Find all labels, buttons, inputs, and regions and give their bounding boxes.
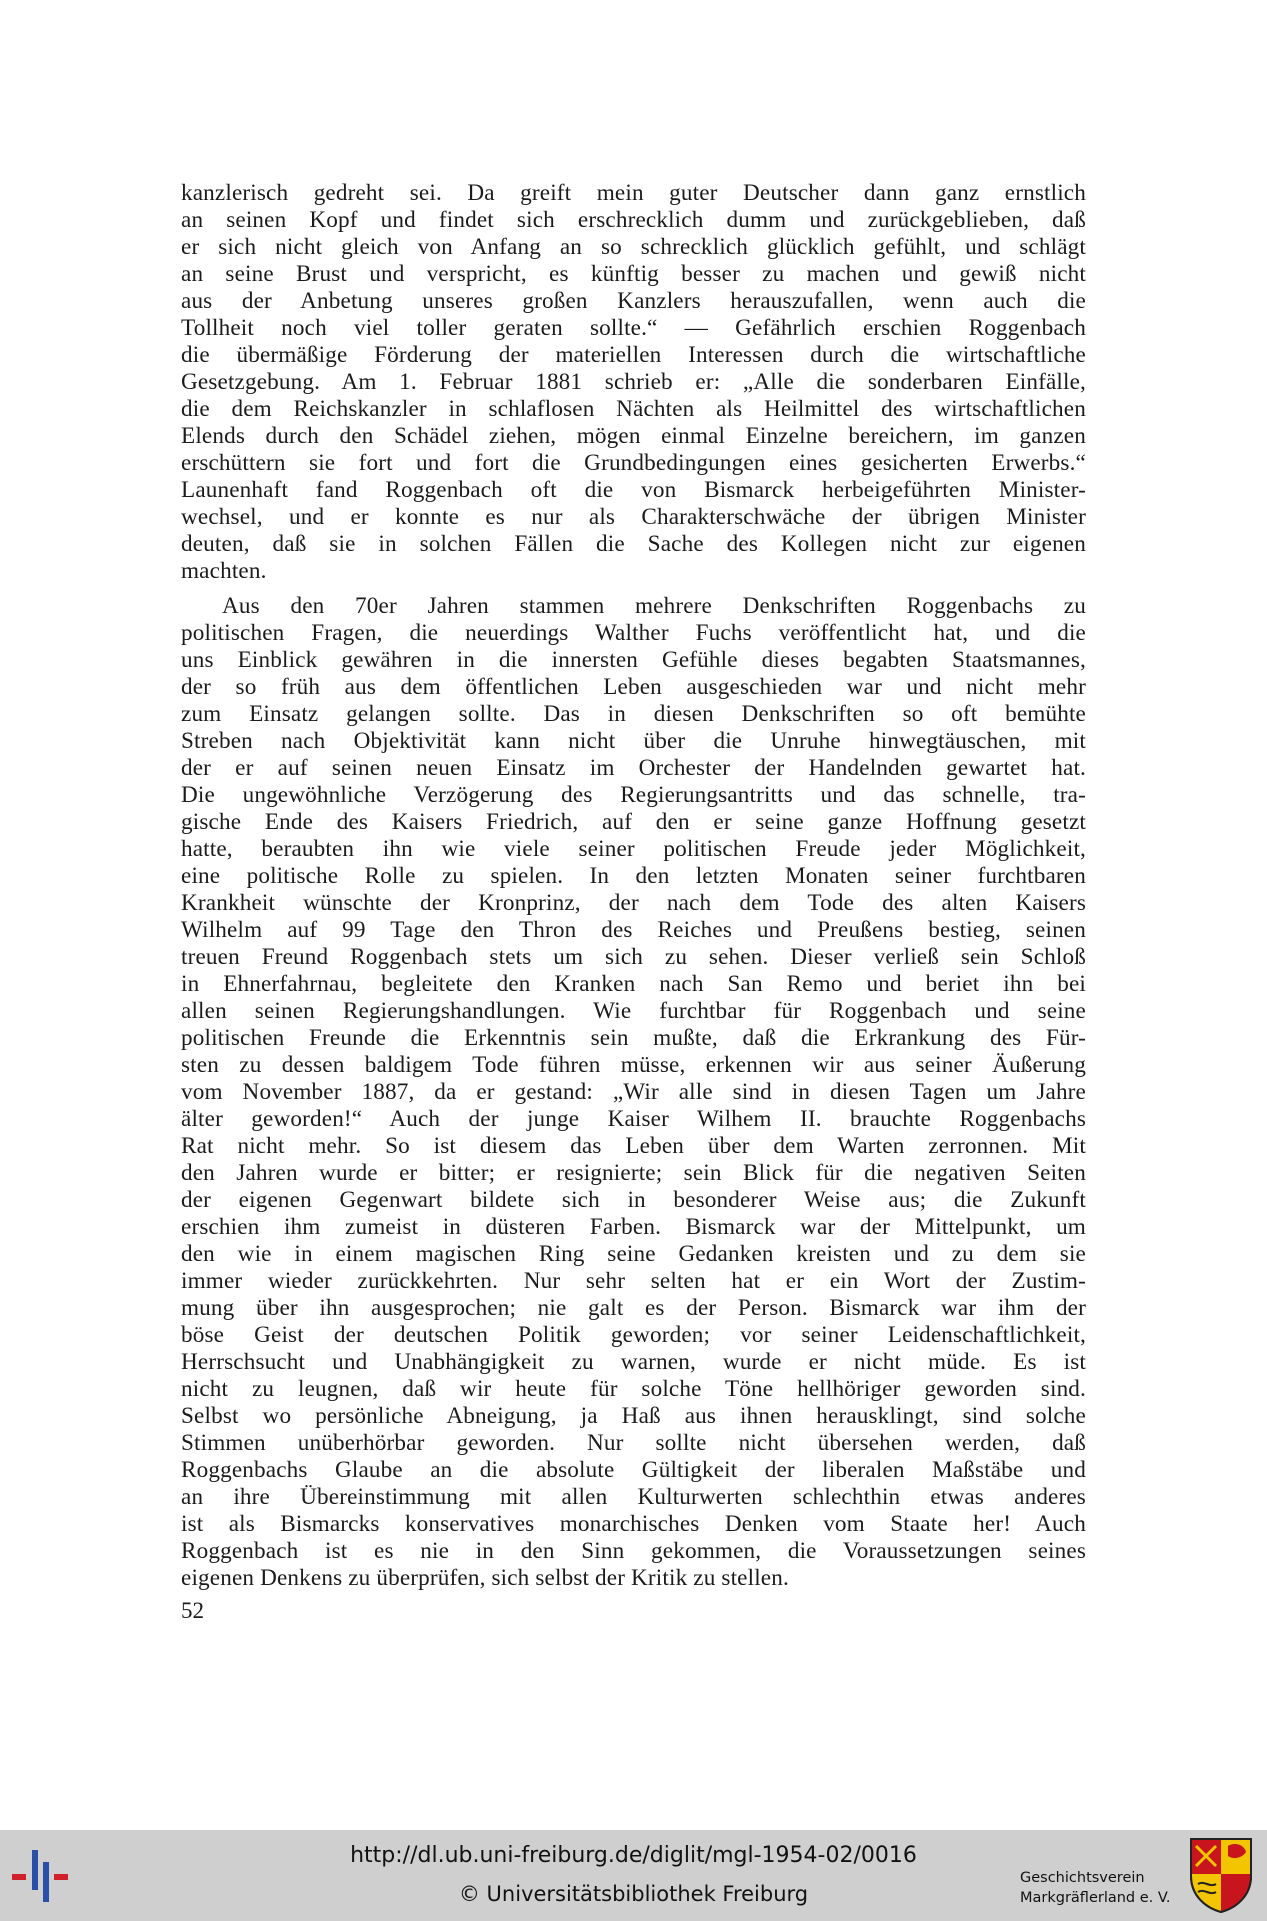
text-line: Die ungewöhnliche Verzögerung des Regierungsantritts und das schnelle, tra- (181, 782, 1086, 808)
text-line: den Jahren wurde er bitter; er resignierte; sein Blick für die negativen Seiten (181, 1160, 1086, 1186)
text-line: machten. (181, 558, 267, 584)
footer-copyright: © Universitätsbibliothek Freiburg (458, 1882, 809, 1906)
text-line: älter geworden!“ Auch der junge Kaiser Wilhem II. brauchte Roggenbachs (181, 1106, 1086, 1132)
coat-of-arms-icon[interactable] (1188, 1836, 1254, 1914)
text-line: in Ehnerfahrnau, begleitete den Kranken nach San Remo und beriet ihn bei (181, 971, 1086, 997)
text-line: der so früh aus dem öffentlichen Leben ausgeschieden war und nicht mehr (181, 674, 1086, 700)
text-line: kanzlerisch gedreht sei. Da greift mein guter Deutscher dann ganz ernstlich (181, 180, 1086, 206)
text-line: Launenhaft fand Roggenbach oft die von Bismarck herbeigeführten Minister- (181, 477, 1086, 503)
text-line: die dem Reichskanzler in schlaflosen Nächten als Heilmittel des wirtschaftlichen (181, 396, 1086, 422)
body-text (181, 180, 1086, 1592)
text-line: Krankheit wünschte der Kronprinz, der nach dem Tode des alten Kaisers (181, 890, 1086, 916)
text-line: Aus den 70er Jahren stammen mehrere Denkschriften Roggenbachs zu (222, 593, 1086, 619)
text-line: Wilhelm auf 99 Tage den Thron des Reiches und Preußens bestieg, seinen (181, 917, 1086, 943)
text-line: immer wieder zurückkehrten. Nur sehr selten hat er ein Wort der Zustim- (181, 1268, 1086, 1294)
text-line: treuen Freund Roggenbach stets um sich zu sehen. Dieser verließ sein Schloß (181, 944, 1086, 970)
text-line: aus der Anbetung unseres großen Kanzlers herauszufallen, wenn auch die (181, 288, 1086, 314)
text-line: er sich nicht gleich von Anfang an so schrecklich glücklich gefühlt, und schlägt (181, 234, 1086, 260)
text-line: den wie in einem magischen Ring seine Gedanken kreisten und zu dem sie (181, 1241, 1086, 1267)
text-line: an seine Brust und verspricht, es künftig besser zu machen und gewiß nicht (181, 261, 1086, 287)
text-line: politischen Freunde die Erkenntnis sein mußte, daß die Erkrankung des Für- (181, 1025, 1086, 1051)
text-line: nicht zu leugnen, daß wir heute für solche Töne hellhöriger geworden sind. (181, 1376, 1086, 1402)
text-line: vom November 1887, da er gestand: „Wir alle sind in diesen Tagen um Jahre (181, 1079, 1086, 1105)
text-line: der eigenen Gegenwart bildete sich in besonderer Weise aus; die Zukunft (181, 1187, 1086, 1213)
text-line: politischen Fragen, die neuerdings Walther Fuchs veröffentlicht hat, und die (181, 620, 1086, 646)
text-line: Stimmen unüberhörbar geworden. Nur sollte nicht übersehen werden, daß (181, 1430, 1086, 1456)
text-line: uns Einblick gewähren in die innersten Gefühle dieses begabten Staatsmannes, (181, 647, 1086, 673)
text-line: wechsel, und er konnte es nur als Charakterschwäche der übrigen Minister (181, 504, 1086, 530)
text-line: hatte, beraubten ihn wie viele seiner politischen Freude jeder Möglichkeit, (181, 836, 1086, 862)
text-line: an seinen Kopf und findet sich erschrecklich dumm und zurückgeblieben, daß (181, 207, 1086, 233)
footer-url-link[interactable]: http://dl.ub.uni-freiburg.de/diglit/mgl-1954-02/0016 (350, 1843, 917, 1868)
text-line: Gesetzgebung. Am 1. Februar 1881 schrieb er: „Alle die sonderbaren Einfälle, (181, 369, 1086, 395)
text-line: eine politische Rolle zu spielen. In den letzten Monaten seiner furchtbaren (181, 863, 1086, 889)
society-name-line: Markgräflerland e. V. (1020, 1890, 1171, 1906)
text-line: mung über ihn ausgesprochen; nie galt es der Person. Bismarck war ihm der (181, 1295, 1086, 1321)
text-line: erschien ihm zumeist in düsteren Farben. Bismarck war der Mittelpunkt, um (181, 1214, 1086, 1240)
text-line: Streben nach Objektivität kann nicht über die Unruhe hinwegtäuschen, mit (181, 728, 1086, 754)
text-line: ist als Bismarcks konservatives monarchisches Denken vom Staate her! Auch (181, 1511, 1086, 1537)
paragraph-gap (181, 585, 1086, 593)
society-name[interactable] (1020, 1868, 1190, 1908)
footer-bar (0, 1830, 1267, 1921)
text-line: Roggenbachs Glaube an die absolute Gültigkeit der liberalen Maßstäbe und (181, 1457, 1086, 1483)
text-line: Roggenbach ist es nie in den Sinn gekommen, die Voraussetzungen seines (181, 1538, 1086, 1564)
text-line: erschüttern sie fort und fort die Grundbedingungen eines gesicherten Erwerbs.“ (181, 450, 1086, 476)
text-line: deuten, daß sie in solchen Fällen die Sache des Kollegen nicht zur eigenen (181, 531, 1086, 557)
text-line: Tollheit noch viel toller geraten sollte.“ — Gefährlich erschien Roggenbach (181, 315, 1086, 341)
society-name-line: Geschichtsverein (1020, 1870, 1145, 1886)
text-line: allen seinen Regierungshandlungen. Wie furchtbar für Roggenbach und seine (181, 998, 1086, 1024)
text-line: sten zu dessen baldigem Tode führen müsse, erkennen wir aus seiner Äußerung (181, 1052, 1086, 1078)
text-line: eigenen Denkens zu überprüfen, sich selbst der Kritik zu stellen. (181, 1565, 789, 1591)
text-line: gische Ende des Kaisers Friedrich, auf den er seine ganze Hoffnung gesetzt (181, 809, 1086, 835)
text-line: die übermäßige Förderung der materiellen Interessen durch die wirtschaftliche (181, 342, 1086, 368)
page-number: 52 (181, 1598, 204, 1623)
text-line: zum Einsatz gelangen sollte. Das in diesen Denkschriften so oft bemühte (181, 701, 1086, 727)
text-line: böse Geist der deutschen Politik geworden; vor seiner Leidenschaftlichkeit, (181, 1322, 1086, 1348)
text-line: Rat nicht mehr. So ist diesem das Leben über dem Warten zerronnen. Mit (181, 1133, 1086, 1159)
text-line: an ihre Übereinstimmung mit allen Kulturwerten schlechthin etwas anderes (181, 1484, 1086, 1510)
text-line: Elends durch den Schädel ziehen, mögen einmal Einzelne bereichern, im ganzen (181, 423, 1086, 449)
text-line: Herrschsucht und Unabhängigkeit zu warnen, wurde er nicht müde. Es ist (181, 1349, 1086, 1375)
text-line: der er auf seinen neuen Einsatz im Orchester der Handelnden gewartet hat. (181, 755, 1086, 781)
text-line: Selbst wo persönliche Abneigung, ja Haß aus ihnen herausklingt, sind solche (181, 1403, 1086, 1429)
